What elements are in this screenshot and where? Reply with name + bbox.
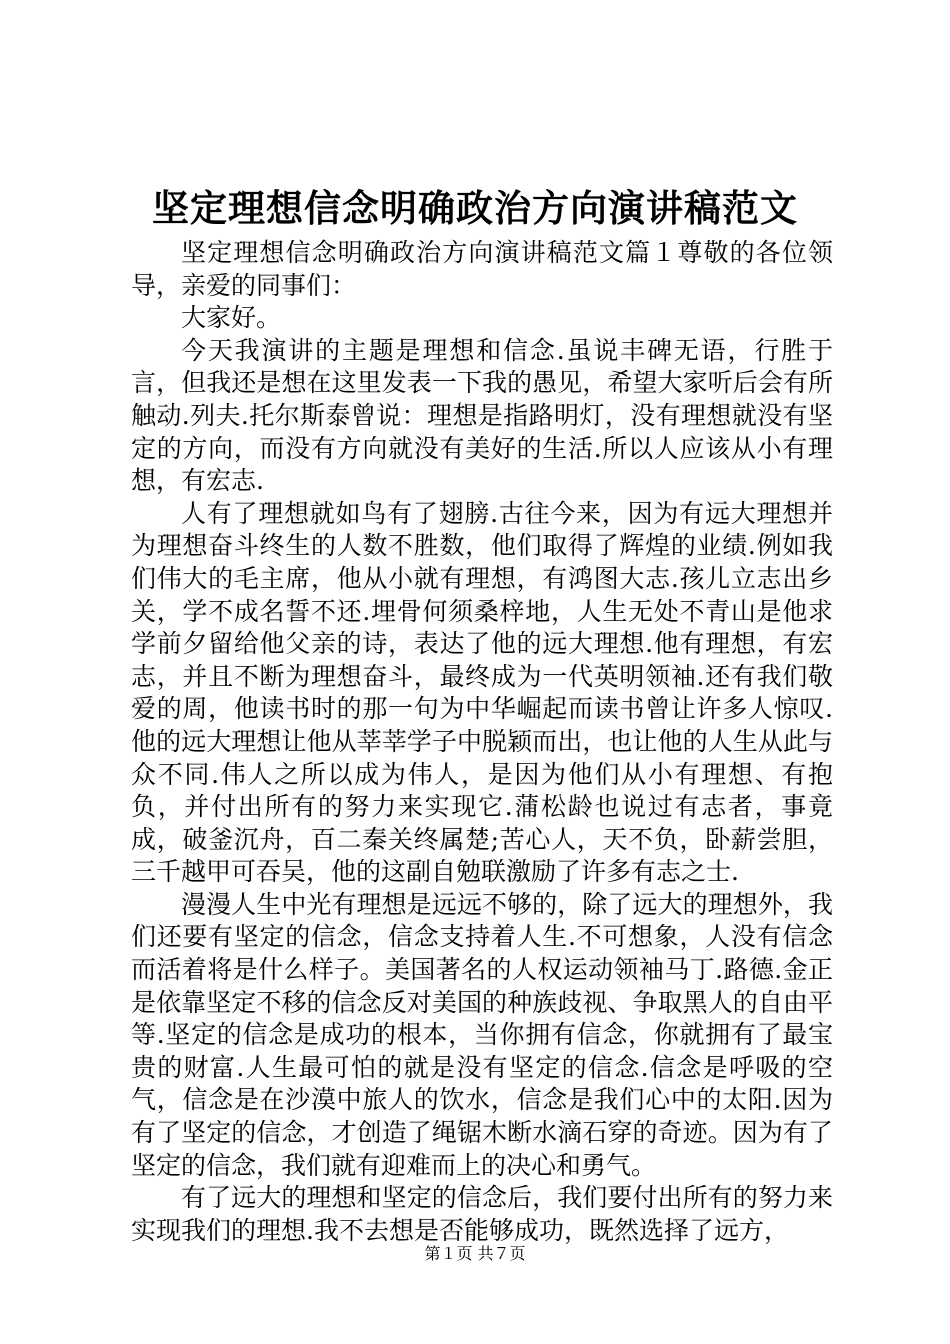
document-title: 坚定理想信念明确政治方向演讲稿范文 bbox=[152, 187, 798, 230]
paragraph-effort: 有了远大的理想和坚定的信念后，我们要付出所有的努力来实现我们的理想.我不去想是否能够成功，既然选择了远方， bbox=[131, 1183, 833, 1245]
page-number-footer: 第１页 共７页 bbox=[424, 1244, 526, 1263]
document-body bbox=[131, 237, 833, 1247]
paragraph-theme: 今天我演讲的主题是理想和信念.虽说丰碑无语，行胜于言，但我还是想在这里发表一下我的愚见，希望大家听后会有所触动.列夫.托尔斯泰曾说：理想是指路明灯，没有理想就没有坚定的方向，而没有方向就没有美好的生活.所以人应该从小有理想，有宏志. bbox=[131, 335, 833, 496]
paragraph-hello: 大家好。 bbox=[181, 303, 282, 333]
paragraph-ideals: 人有了理想就如鸟有了翅膀.古往今来，因为有远大理想并为理想奋斗终生的人数不胜数，他们取得了辉煌的业绩.例如我们伟大的毛主席，他从小就有理想，有鸿图大志.孩儿立志出乡关，学不成名誓不还.埋骨何须桑梓地，人生无处不青山是他求学前夕留给他父亲的诗，表达了他的远大理想.他有理想，有宏志，并且不断为理想奋斗，最终成为一代英明领袖.还有我们敬爱的周，他读书时的那一句为中华崛起而读书曾让许多人惊叹.他的远大理想让他从莘莘学子中脱颖而出，也让他的人生从此与众不同.伟人之所以成为伟人，是因为他们从小有理想、有抱负，并付出所有的努力来实现它.蒲松龄也说过有志者，事竟成，破釜沉舟，百二秦关终属楚;苦心人，天不负，卧薪尝胆，三千越甲可吞吴，他的这副自勉联激励了许多有志之士. bbox=[131, 498, 833, 887]
paragraph-belief: 漫漫人生中光有理想是远远不够的，除了远大的理想外，我们还要有坚定的信念，信念支持着人生.不可想象，人没有信念而活着将是什么样子。美国著名的人权运动领袖马丁.路德.金正是依靠坚定不移的信念反对美国的种族歧视、争取黑人的自由平等.坚定的信念是成功的根本，当你拥有信念，你就拥有了最宝贵的财富.人生最可怕的就是没有坚定的信念.信念是呼吸的空气，信念是在沙漠中旅人的饮水，信念是我们心中的太阳.因为有了坚定的信念，才创造了绳锯木断水滴石穿的奇迹。因为有了坚定的信念，我们就有迎难而上的决心和勇气。 bbox=[131, 889, 833, 1180]
paragraph-greeting: 坚定理想信念明确政治方向演讲稿范文篇１尊敬的各位领导，亲爱的同事们： bbox=[131, 238, 833, 300]
